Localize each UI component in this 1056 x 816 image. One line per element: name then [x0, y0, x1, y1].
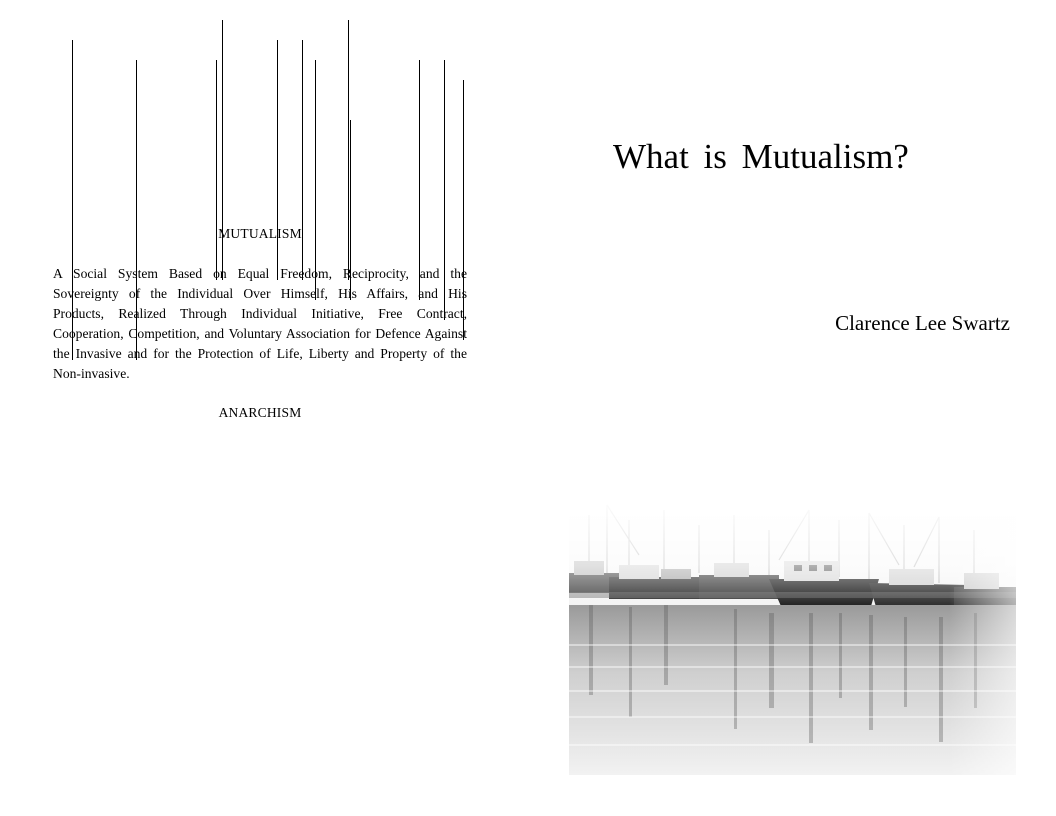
mutualism-definition: A Social System Based on Equal Freedom, Reciprocity, and the Sovereignty of the Individual Over Himself, His Affairs, and His Products, Realized Through Individual Initiative, Free Contract, Cooperation, Competition, and Voluntary Association for Defence Against the Invasive and for the Protection of Life, Liberty and Property of the Non-invasive.	[53, 266, 467, 381]
vertical-rule	[216, 60, 217, 280]
cover-photo	[569, 495, 1016, 775]
vertical-rule	[277, 40, 278, 280]
harbor-boats-image	[569, 495, 1016, 775]
book-title: What is Mutualism?	[613, 137, 909, 176]
right-page	[528, 0, 1056, 816]
anarchism-heading: ANARCHISM	[218, 405, 302, 420]
book-author: Clarence Lee Swartz	[835, 311, 1010, 335]
vertical-rule	[302, 40, 303, 280]
mutualism-heading: MUTUALISM	[218, 226, 302, 241]
